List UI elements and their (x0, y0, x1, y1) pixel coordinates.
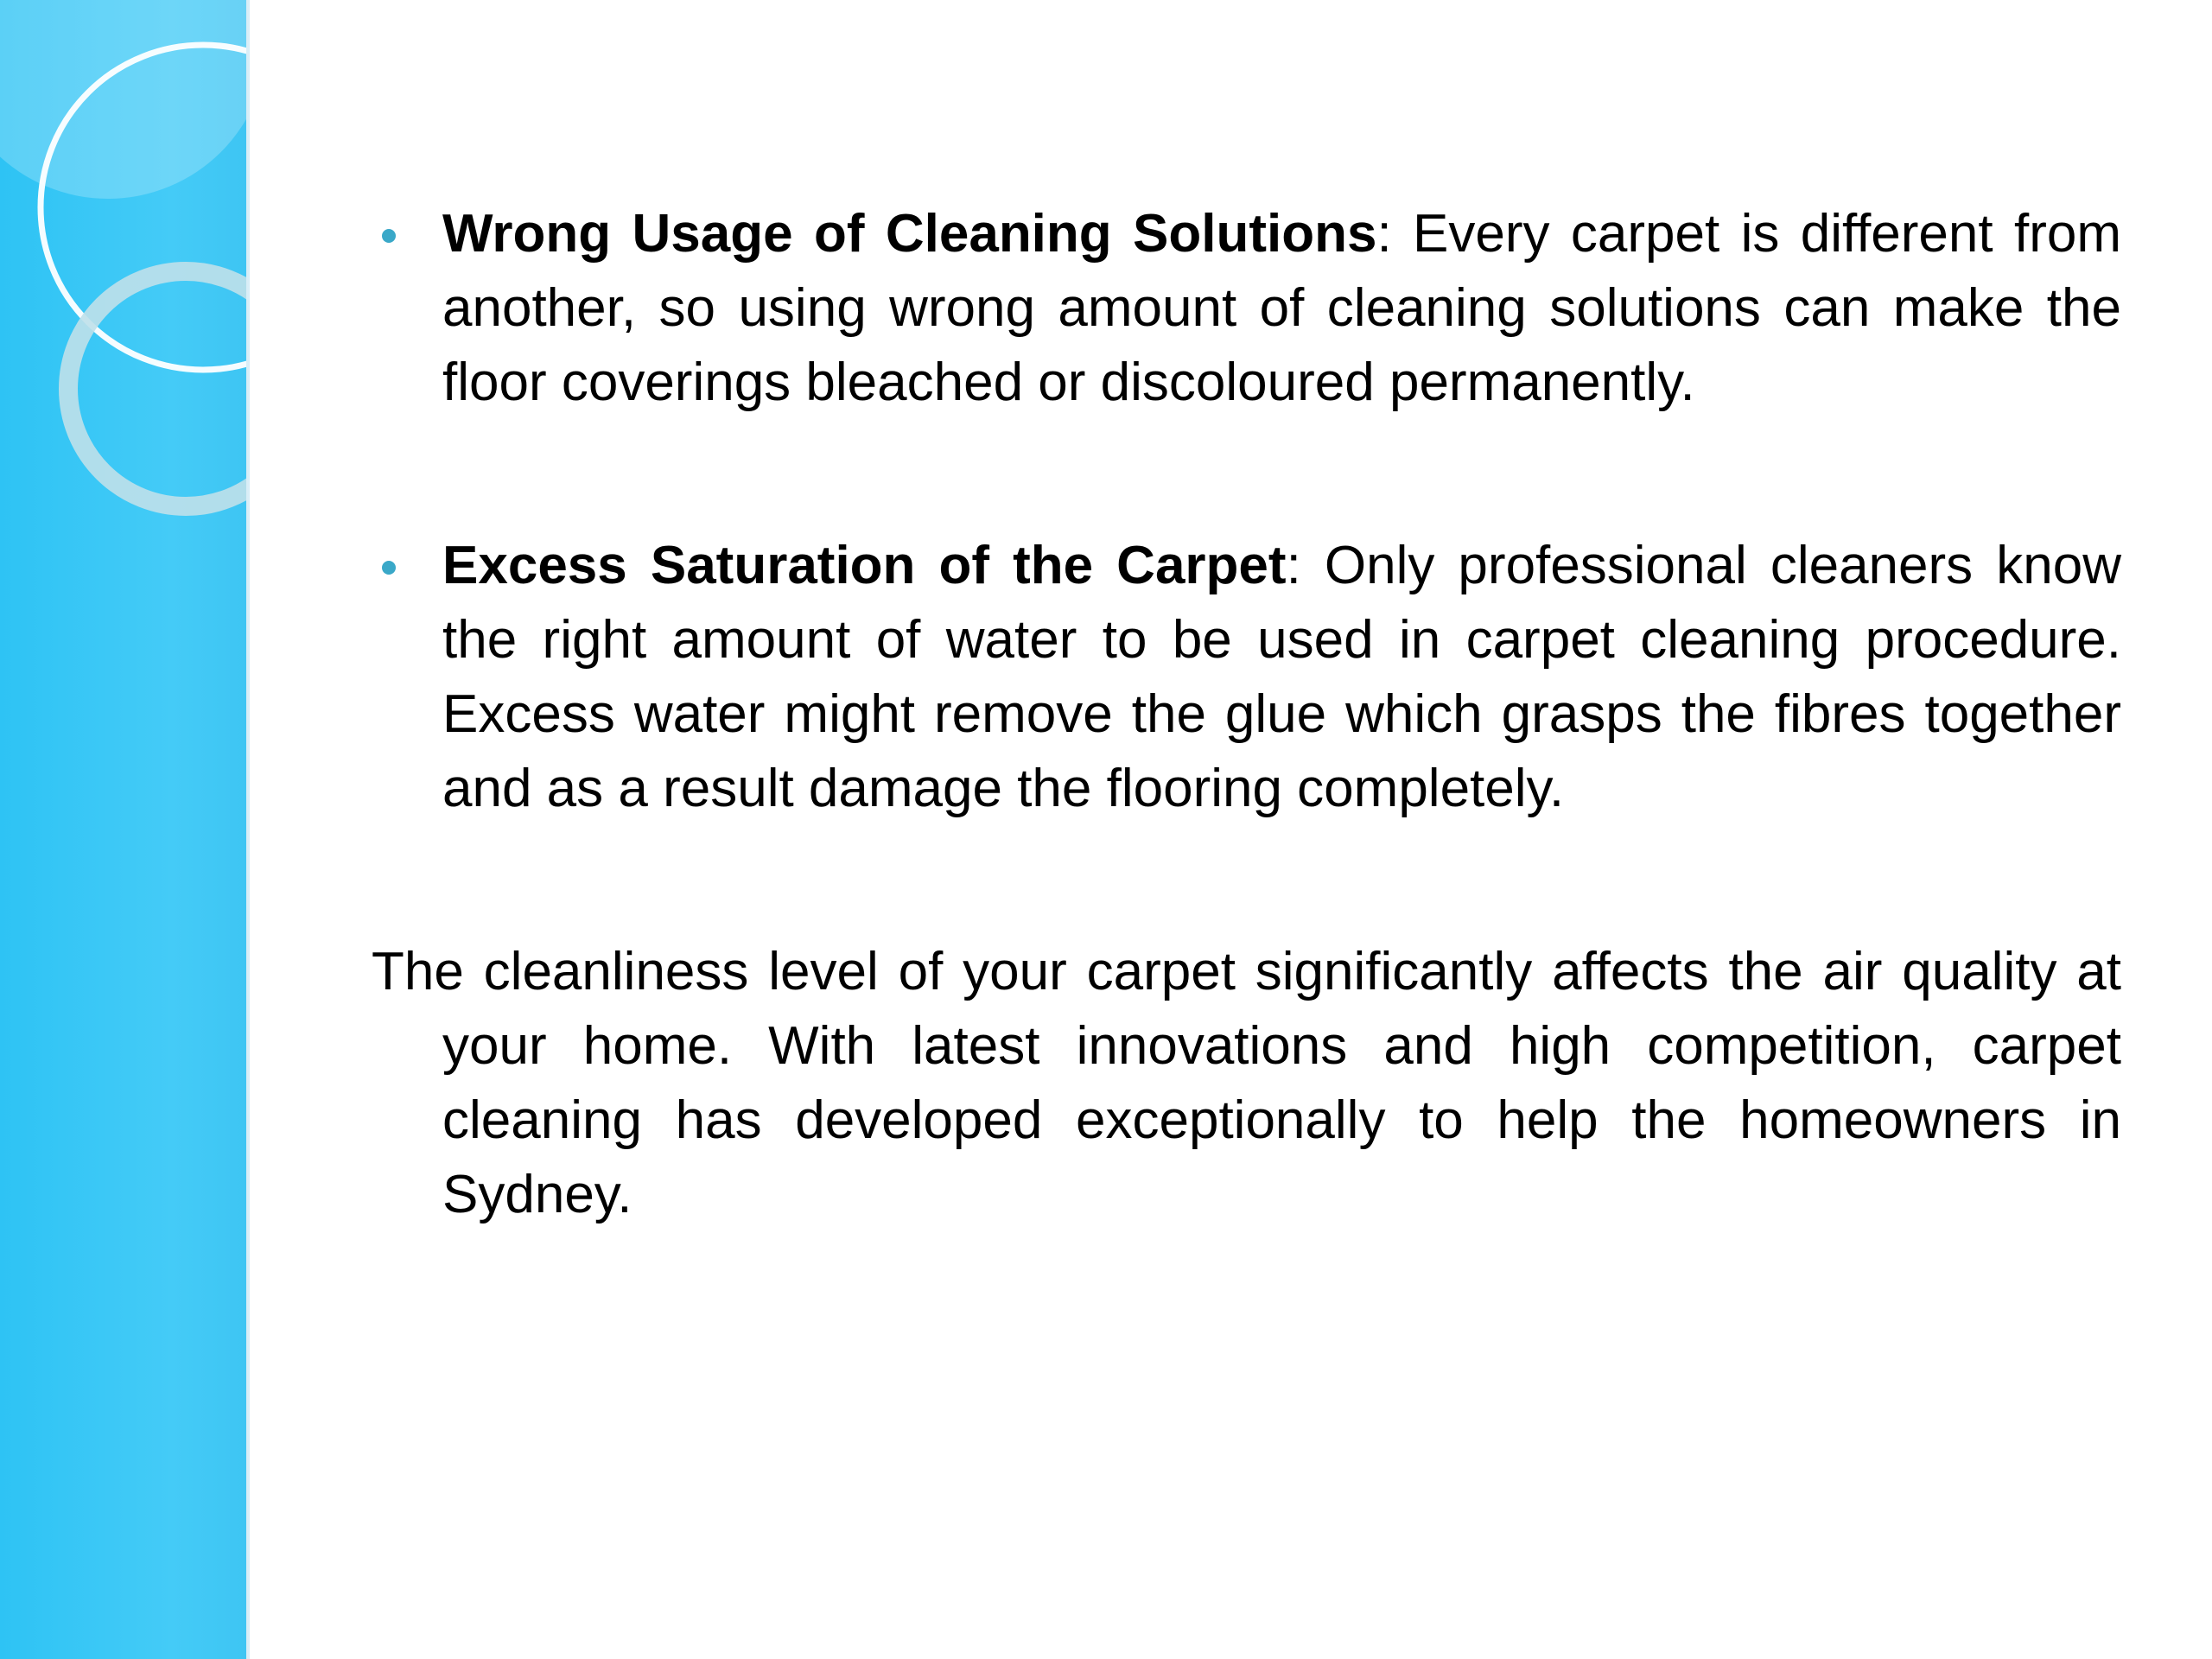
bullet-item-wrong-usage (372, 197, 2121, 420)
bullet-text (442, 197, 2121, 420)
bullet-dot-icon (382, 229, 396, 243)
bullet-description: Every carpet is different from another, so using wrong amount of cleaning solutions can make the floor coverings bleached or discoloured permanently. (442, 204, 2121, 412)
slide-content (372, 197, 2121, 1232)
bullet-term: Wrong Usage of Cleaning Solutions (442, 204, 1377, 264)
decorative-circles (0, 0, 246, 553)
bullet-dot-icon (382, 561, 396, 575)
bullet-item-excess-saturation (372, 529, 2121, 826)
bullet-text (442, 529, 2121, 826)
term-separator: : (1376, 204, 1414, 264)
closing-paragraph: The cleanliness level of your carpet significantly affects the air quality at your home. With latest innovations and high competition, carpet cleaning has developed exceptionally to help the homeowners in Sydney. (372, 942, 2121, 1224)
light-circle-shape (0, 0, 246, 199)
term-separator: : (1286, 536, 1325, 595)
bullet-term: Excess Saturation of the Carpet (442, 536, 1287, 595)
gray-ring-shape (68, 271, 246, 506)
side-decorative-band (0, 0, 250, 1659)
bullet-description: Only professional cleaners know the right amount of water to be used in carpet cleaning procedure. Excess water might remove the glue which grasps the fibres together and as a result damage the flooring completely. (442, 536, 2121, 818)
